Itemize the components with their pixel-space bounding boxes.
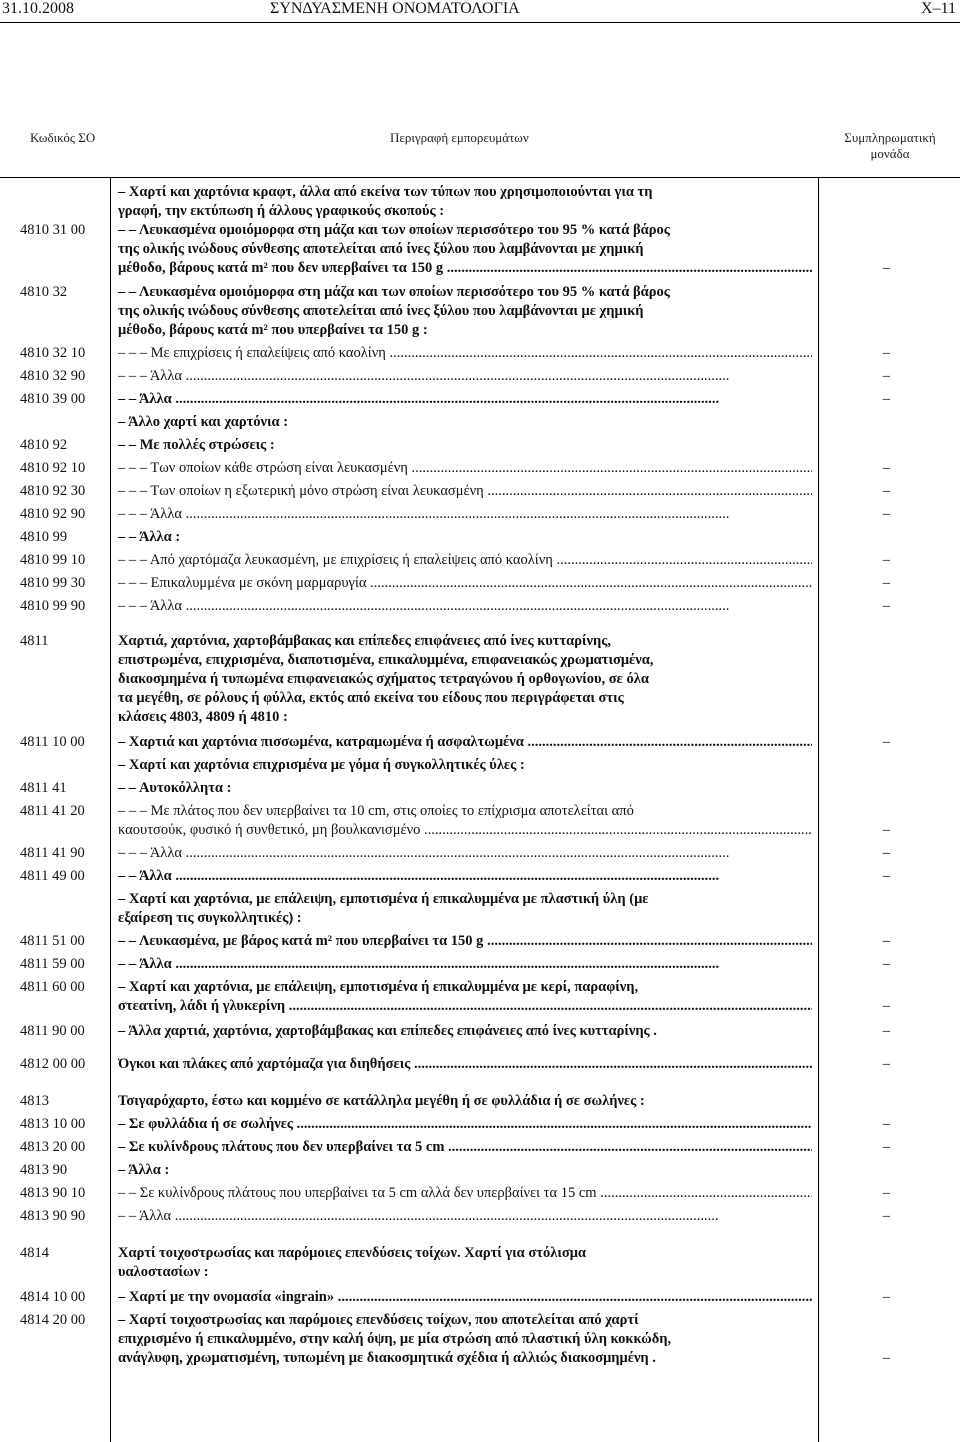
cn-code: 4810 31 00	[20, 222, 86, 238]
cn-code: 4811 41 90	[20, 845, 85, 861]
cn-code: 4811 90 00	[20, 1023, 85, 1039]
description-line: – Χαρτί και χαρτόνια επιχρισμένα με γόμα ή συγκολλητικές ύλες :	[118, 757, 525, 773]
description-line: – Χαρτί και χαρτόνια, με επάλειψη, εμποτισμένα ή επικαλυμμένα με πλαστική ύλη (με	[118, 891, 649, 907]
table-row	[0, 459, 960, 478]
table-row	[0, 413, 960, 432]
goods-description	[110, 183, 812, 221]
cn-code: 4814 20 00	[20, 1312, 86, 1328]
goods-description	[110, 802, 812, 840]
cn-code: 4811 51 00	[20, 933, 85, 949]
description-line: – – – Άλλα .....	[118, 844, 812, 863]
supplementary-unit: –	[882, 1139, 890, 1155]
description-line: – – Άλλα .....	[118, 1207, 812, 1226]
cn-code	[0, 183, 110, 221]
header-rule	[0, 22, 960, 23]
column-header-unit-line1: Συμπληρωματική	[844, 130, 936, 145]
description-line: ανάγλυφη, χρωματισμένη, τυπωμένη με διακοσμητικά σχέδια ή αλλιώς διακοσμημένη .	[118, 1350, 656, 1366]
description-line: τα μεγέθη, σε ρόλους ή φύλλα, εκτός από εκείνα του είδους που περιγράφεται στις	[118, 690, 624, 706]
table-row	[0, 756, 960, 775]
supplementary-unit: –	[882, 598, 890, 614]
description-line: – – – Με πλάτος που δεν υπερβαίνει τα 10 cm, στις οποίες το επίχρισμα αποτελείται από	[118, 803, 634, 819]
table-row	[0, 867, 960, 886]
cn-code: 4811 59 00	[20, 956, 85, 972]
table-row	[0, 955, 960, 974]
description-line: – – – Με επιχρίσεις ή επαλείψεις από καολίνη .....	[118, 344, 812, 363]
description-line: της ολικής ινώδους σύνθεσης αποτελείται από ίνες ξύλου που λαμβάνονται με χημική	[118, 303, 644, 319]
description-line: – Χαρτί και χαρτόνια κραφτ, άλλα από εκείνα των τύπων που χρησιμοποιούνται για τη	[118, 184, 653, 200]
supplementary-unit: –	[882, 260, 890, 276]
column-header-rule	[0, 177, 960, 178]
description-line: – – Σε κυλίνδρους πλάτους που υπερβαίνει τα 5 cm αλλά δεν υπερβαίνει τα 15 cm .....	[118, 1184, 812, 1203]
cn-code: 4812 00 00	[20, 1056, 86, 1072]
cn-code: 4810 92	[20, 437, 68, 453]
description-line: – Χαρτί με την ονομασία «ingrain» .....	[118, 1288, 812, 1307]
table-row	[0, 844, 960, 863]
table-row	[0, 1055, 960, 1074]
description-line: – – Άλλα .....	[118, 390, 812, 409]
cn-code: 4813 90 10	[20, 1185, 86, 1201]
goods-description	[110, 779, 812, 798]
cn-code: 4813 10 00	[20, 1116, 86, 1132]
goods-description	[110, 574, 812, 593]
goods-description	[110, 632, 812, 727]
goods-description	[110, 528, 812, 547]
description-line: – – – Των οποίων κάθε στρώση είναι λευκασμένη .....	[118, 459, 812, 478]
goods-description	[110, 459, 812, 478]
column-header-code: Κωδικός ΣΟ	[30, 130, 96, 145]
goods-description	[110, 1022, 812, 1041]
cn-code: 4810 99	[20, 529, 68, 545]
cn-code	[0, 413, 110, 432]
description-line: διακοσμημένα ή τυπωμένα επιφανειακώς σχήματος τετραγώνου ή ορθογωνίου, σε όλα	[118, 671, 649, 687]
goods-description	[110, 1207, 812, 1226]
cn-code: 4814	[20, 1245, 49, 1261]
goods-description	[110, 978, 812, 1016]
supplementary-unit: –	[882, 1023, 890, 1039]
description-line: – – – Άλλα .....	[118, 505, 812, 524]
table-row	[0, 183, 960, 221]
header-date: 31.10.2008	[2, 0, 74, 17]
table-row	[0, 1288, 960, 1307]
cn-code: 4810 99 30	[20, 575, 86, 591]
description-line: – – – Επικαλυμμένα με σκόνη μαρμαρυγία .....	[118, 574, 812, 593]
table-row	[0, 802, 960, 840]
table-row	[0, 1207, 960, 1226]
description-line: – – Άλλα :	[118, 529, 181, 545]
description-line: – Χαρτί και χαρτόνια, με επάλειψη, εμποτισμένα ή επικαλυμμένα με κερί, παραφίνη,	[118, 979, 639, 995]
description-line: κλάσεις 4803, 4809 ή 4810 :	[118, 709, 288, 725]
table-row	[0, 932, 960, 951]
description-line: στεατίνη, λάδι ή γλυκερίνη .....	[118, 997, 812, 1016]
cn-code: 4810 99 10	[20, 552, 86, 568]
description-line: γραφή, την εκτύπωση ή άλλους γραφικούς σκοπούς :	[118, 203, 445, 219]
cn-code: 4810 92 90	[20, 506, 86, 522]
supplementary-unit: –	[882, 1350, 890, 1366]
cn-code: 4810 32 90	[20, 368, 86, 384]
table-row	[0, 283, 960, 340]
supplementary-unit: –	[882, 391, 890, 407]
cn-code: 4813 20 00	[20, 1139, 86, 1155]
description-line: επιστρωμένα, επιχρισμένα, διαποτισμένα, επικαλυμμένα, επιφανειακώς χρωματισμένα,	[118, 652, 654, 668]
goods-description	[110, 390, 812, 409]
description-line: της ολικής ινώδους σύνθεσης αποτελείται από ίνες ξύλου που λαμβάνονται με χημική	[118, 241, 644, 257]
goods-description	[110, 413, 812, 432]
cn-code: 4810 32 10	[20, 345, 86, 361]
description-line: – – – Άλλα .....	[118, 367, 812, 386]
supplementary-unit: –	[882, 1289, 890, 1305]
goods-description	[110, 1244, 812, 1282]
table-row	[0, 436, 960, 455]
table-row	[0, 632, 960, 727]
goods-description	[110, 344, 812, 363]
goods-description	[110, 1092, 812, 1111]
description-line: – – – Από χαρτόμαζα λευκασμένη, με επιχρίσεις ή επαλείψεις από καολίνη .....	[118, 551, 812, 570]
description-line: – Άλλα χαρτιά, χαρτόνια, χαρτοβάμβακας και επίπεδες επιφάνειες από ίνες κυτταρίνης .	[118, 1023, 657, 1039]
table-row	[0, 1161, 960, 1180]
description-line: – Σε κυλίνδρους πλάτους που δεν υπερβαίνει τα 5 cm .....	[118, 1138, 812, 1157]
table-row	[0, 505, 960, 524]
goods-description	[110, 221, 812, 278]
table-row	[0, 1138, 960, 1157]
cn-code: 4813 90	[20, 1162, 68, 1178]
supplementary-unit: –	[882, 1116, 890, 1132]
supplementary-unit: –	[882, 460, 890, 476]
goods-description	[110, 756, 812, 775]
description-line: Χαρτί τοιχοστρωσίας και παρόμοιες επενδύσεις τοίχων. Χαρτί για στόλισμα	[118, 1245, 587, 1261]
cn-code	[0, 890, 110, 928]
table-row	[0, 390, 960, 409]
description-line: – Σε φυλλάδια ή σε σωλήνες .....	[118, 1115, 812, 1134]
supplementary-unit: –	[882, 506, 890, 522]
cn-code: 4813 90 90	[20, 1208, 86, 1224]
goods-description	[110, 1138, 812, 1157]
supplementary-unit: –	[882, 998, 890, 1014]
page-header	[0, 0, 960, 22]
goods-description	[110, 551, 812, 570]
table-row	[0, 1311, 960, 1368]
goods-description	[110, 597, 812, 616]
description-line: – Άλλα :	[118, 1162, 170, 1178]
supplementary-unit: –	[882, 956, 890, 972]
cn-code: 4810 39 00	[20, 391, 86, 407]
goods-description	[110, 505, 812, 524]
cn-code: 4814 10 00	[20, 1289, 86, 1305]
goods-description	[110, 367, 812, 386]
goods-description	[110, 1115, 812, 1134]
table-row	[0, 1092, 960, 1111]
description-line: – – Άλλα .....	[118, 867, 812, 886]
goods-description	[110, 867, 812, 886]
cn-code: 4810 92 10	[20, 460, 86, 476]
cn-code: 4811 10 00	[20, 734, 85, 750]
goods-description	[110, 890, 812, 928]
supplementary-unit: –	[882, 345, 890, 361]
goods-description	[110, 932, 812, 951]
description-line: – – Άλλα .....	[118, 955, 812, 974]
description-line: Χαρτιά, χαρτόνια, χαρτοβάμβακας και επίπεδες επιφάνειες από ίνες κυτταρίνης,	[118, 633, 611, 649]
supplementary-unit: –	[882, 1056, 890, 1072]
table-row	[0, 551, 960, 570]
description-line: – – – Των οποίων η εξωτερική μόνο στρώση είναι λευκασμένη .....	[118, 482, 812, 501]
cn-code: 4810 92 30	[20, 483, 86, 499]
goods-description	[110, 1161, 812, 1180]
cn-code: 4810 99 90	[20, 598, 86, 614]
description-line: – – Με πολλές στρώσεις :	[118, 437, 275, 453]
table-row	[0, 978, 960, 1016]
description-line: – – – Άλλα .....	[118, 597, 812, 616]
table-row	[0, 733, 960, 752]
cn-code: 4811 41	[20, 780, 67, 796]
description-line: μέθοδο, βάρους κατά m² που υπερβαίνει τα 150 g :	[118, 322, 428, 338]
description-line: – Άλλο χαρτί και χαρτόνια :	[118, 414, 289, 430]
cn-code: 4811 60 00	[20, 979, 85, 995]
description-line: Τσιγαρόχαρτο, έστω και κομμένο σε κατάλληλα μεγέθη ή σε φυλλάδια ή σε σωλήνες :	[118, 1093, 645, 1109]
tariff-table	[0, 183, 960, 1368]
goods-description	[110, 283, 812, 340]
cn-code: 4811 49 00	[20, 868, 85, 884]
description-line: – – Λευκασμένα, με βάρος κατά m² που υπερβαίνει τα 150 g .....	[118, 932, 812, 951]
description-line: καουτσούκ, φυσικό ή συνθετικό, μη βουλκανισμένο .....	[118, 821, 812, 840]
table-row	[0, 1244, 960, 1282]
description-line: επιχρισμένο ή επικαλυμμένο, στην καλή όψη, με μία στρώση από πλαστική ύλη κοκκώδη,	[118, 1331, 672, 1347]
description-line: Όγκοι και πλάκες από χαρτόμαζα για διηθήσεις .....	[118, 1055, 812, 1074]
description-line: εξαίρεση τις συγκολλητικές) :	[118, 910, 302, 926]
table-row	[0, 528, 960, 547]
description-line: – – Λευκασμένα ομοιόμορφα στη μάζα και των οποίων περισσότερο του 95 % κατά βάρος	[118, 222, 670, 238]
table-row	[0, 1184, 960, 1203]
table-row	[0, 779, 960, 798]
supplementary-unit: –	[882, 734, 890, 750]
description-line: – Χαρτιά και χαρτόνια πισσωμένα, κατραμωμένα ή ασφαλτωμένα .....	[118, 733, 812, 752]
goods-description	[110, 1288, 812, 1307]
description-line: μέθοδο, βάρους κατά m² που δεν υπερβαίνει τα 150 g .....	[118, 259, 812, 278]
column-header-description: Περιγραφή εμπορευμάτων	[390, 130, 529, 145]
header-title: ΣΥΝΔΥΑΣΜΕΝΗ ΟΝΟΜΑΤΟΛΟΓΙΑ	[270, 0, 520, 17]
goods-description	[110, 436, 812, 455]
description-line: – Χαρτί τοιχοστρωσίας και παρόμοιες επενδύσεις τοίχων, που αποτελείται από χαρτί	[118, 1312, 639, 1328]
cn-code: 4811 41 20	[20, 803, 85, 819]
supplementary-unit: –	[882, 575, 890, 591]
goods-description	[110, 1055, 812, 1074]
column-header-unit	[835, 130, 945, 162]
header-page-number: X–11	[921, 0, 956, 17]
goods-description	[110, 955, 812, 974]
cn-code	[0, 756, 110, 775]
table-row	[0, 890, 960, 928]
cn-code: 4810 32	[20, 284, 68, 300]
supplementary-unit: –	[882, 1185, 890, 1201]
goods-description	[110, 733, 812, 752]
goods-description	[110, 844, 812, 863]
table-row	[0, 1022, 960, 1041]
description-line: – – Λευκασμένα ομοιόμορφα στη μάζα και των οποίων περισσότερο του 95 % κατά βάρος	[118, 284, 670, 300]
description-line: υαλοστασίων :	[118, 1264, 209, 1280]
cn-code: 4813	[20, 1093, 49, 1109]
supplementary-unit: –	[882, 1208, 890, 1224]
supplementary-unit: –	[882, 868, 890, 884]
table-row	[0, 482, 960, 501]
table-row	[0, 597, 960, 616]
supplementary-unit: –	[882, 845, 890, 861]
table-row	[0, 221, 960, 278]
supplementary-unit: –	[882, 483, 890, 499]
column-header-unit-line2: μονάδα	[870, 146, 910, 161]
table-row	[0, 574, 960, 593]
supplementary-unit: –	[882, 552, 890, 568]
goods-description	[110, 1184, 812, 1203]
table-row	[0, 1115, 960, 1134]
supplementary-unit: –	[882, 933, 890, 949]
table-row	[0, 367, 960, 386]
supplementary-unit: –	[882, 822, 890, 838]
goods-description	[110, 1311, 812, 1368]
goods-description	[110, 482, 812, 501]
description-line: – – Αυτοκόλλητα :	[118, 780, 232, 796]
table-row	[0, 344, 960, 363]
supplementary-unit: –	[882, 368, 890, 384]
cn-code: 4811	[20, 633, 49, 649]
